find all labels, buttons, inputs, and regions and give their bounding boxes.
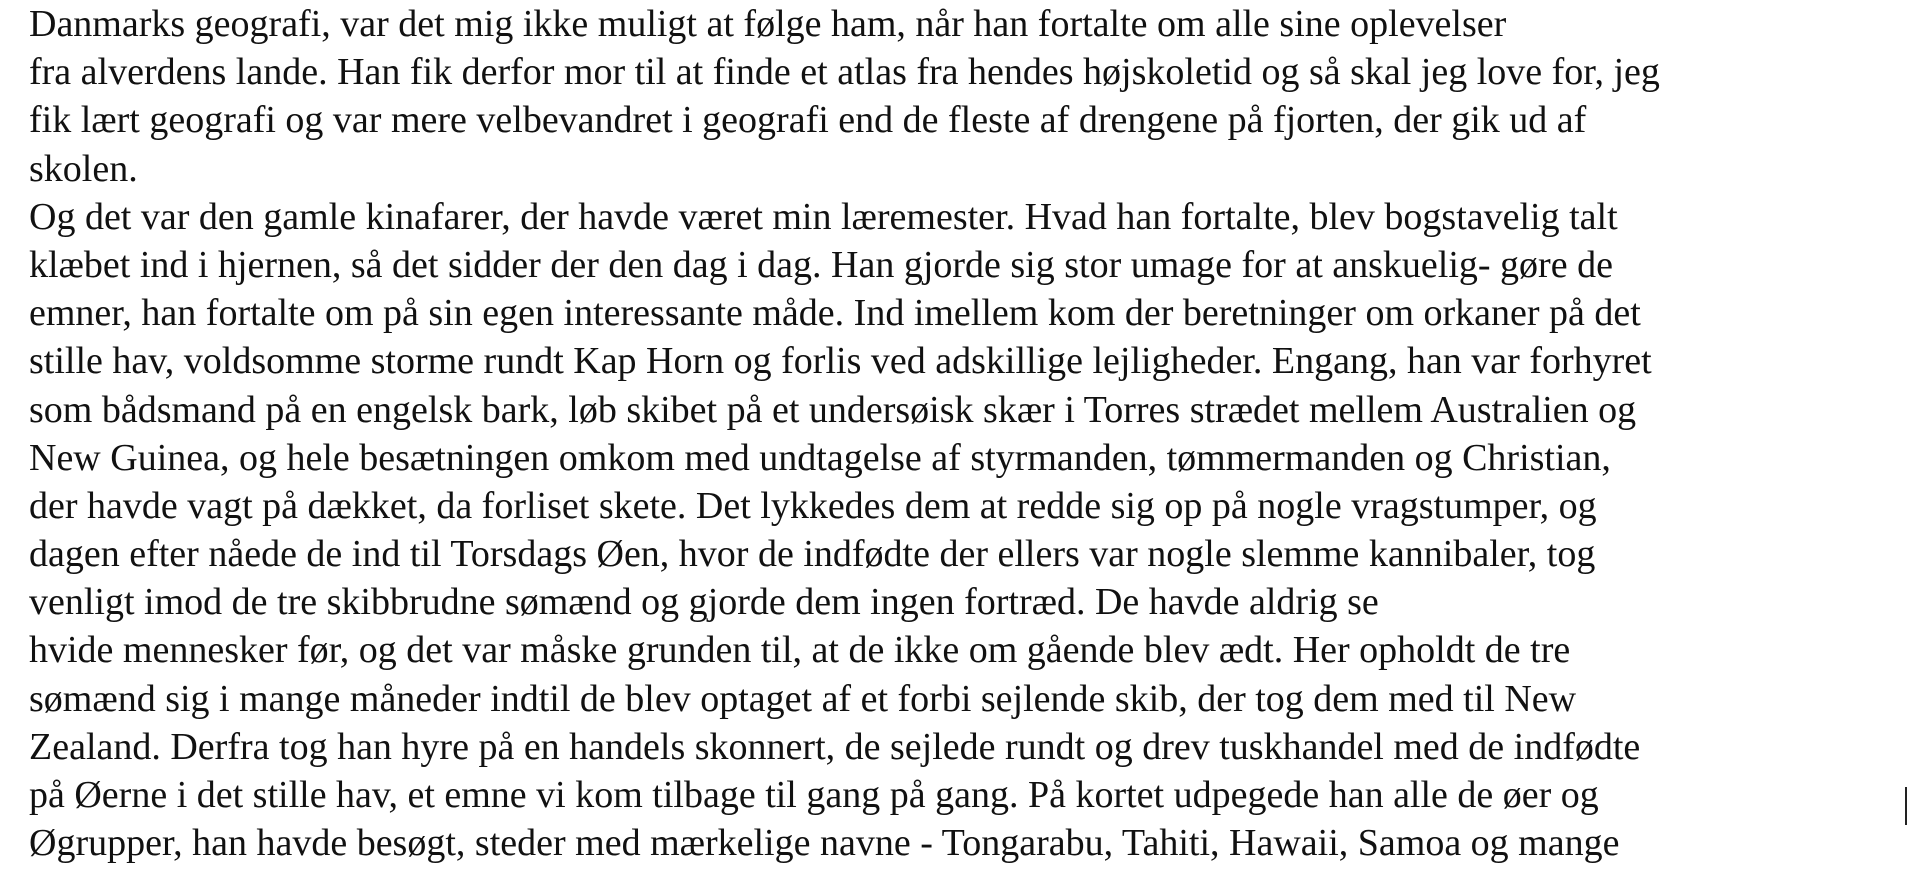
text-line: der havde vagt på dækket, da forliset skete. Det lykkedes dem at redde sig op på nogle vragstumper, og xyxy=(29,484,1597,527)
text-line: fik lært geografi og var mere velbevandret i geografi end de fleste af drengene på fjorten, der gik ud af xyxy=(29,99,1587,142)
text-line: på Øerne i det stille hav, et emne vi kom tilbage til gang på gang. På kortet udpegede han alle de øer og xyxy=(29,774,1599,816)
text-line: Og det var den gamle kinafarer, der havde været min læremester. Hvad han fortalte, blev bogstavelig talt xyxy=(29,195,1618,238)
text-line: klæbet ind i hjernen, så det sidder der den dag i dag. Han gjorde sig stor umage for at anskuelig- gøre de xyxy=(29,243,1613,286)
text-line: hvide mennesker før, og det var måske grunden til, at de ikke om gående blev ædt. Her opholdt de tre xyxy=(29,629,1571,672)
text-line: dagen efter nåede de ind til Torsdags Øen, hvor de indfødte der ellers var nogle slemme kannibaler, tog xyxy=(29,533,1596,576)
text-line: Zealand. Derfra tog han hyre på en handels skonnert, de sejlede rundt og drev tuskhandel med de indfødte xyxy=(29,725,1641,768)
text-line: fra alverdens lande. Han fik derfor mor til at finde et atlas fra hendes højskoletid og så skal jeg love for, jeg xyxy=(29,51,1660,94)
text-line: som bådsmand på en engelsk bark, løb skibet på et undersøisk skær i Torres strædet mellem Australien og xyxy=(29,388,1637,431)
text-line: venligt imod de tre skibbrudne sømænd og gjorde dem ingen fortræd. De havde aldrig se xyxy=(29,581,1379,624)
text-line: skolen. xyxy=(29,147,138,190)
text-line: stille hav, voldsomme storme rundt Kap Horn og forlis ved adskillige lejligheder. Engang, han var forhyret xyxy=(29,340,1652,383)
text-line: Danmarks geografi, var det mig ikke muligt at følge ham, når han fortalte om alle sine oplevelser xyxy=(29,3,1507,45)
document-body-text xyxy=(29,0,1904,867)
text-line: sømænd sig i mange måneder indtil de blev optaget af et forbi sejlende skib, der tog dem med til New xyxy=(29,677,1577,720)
text-line: emner, han fortalte om på sin egen interessante måde. Ind imellem kom der beretninger om orkaner på det xyxy=(29,292,1641,335)
text-line: New Guinea, og hele besætningen omkom med undtagelse af styrmanden, tømmermanden og Christian, xyxy=(29,436,1611,479)
text-line: Øgrupper, han havde besøgt, steder med mærkelige navne - Tongarabu, Tahiti, Hawaii, Samoa og mange xyxy=(29,822,1620,865)
